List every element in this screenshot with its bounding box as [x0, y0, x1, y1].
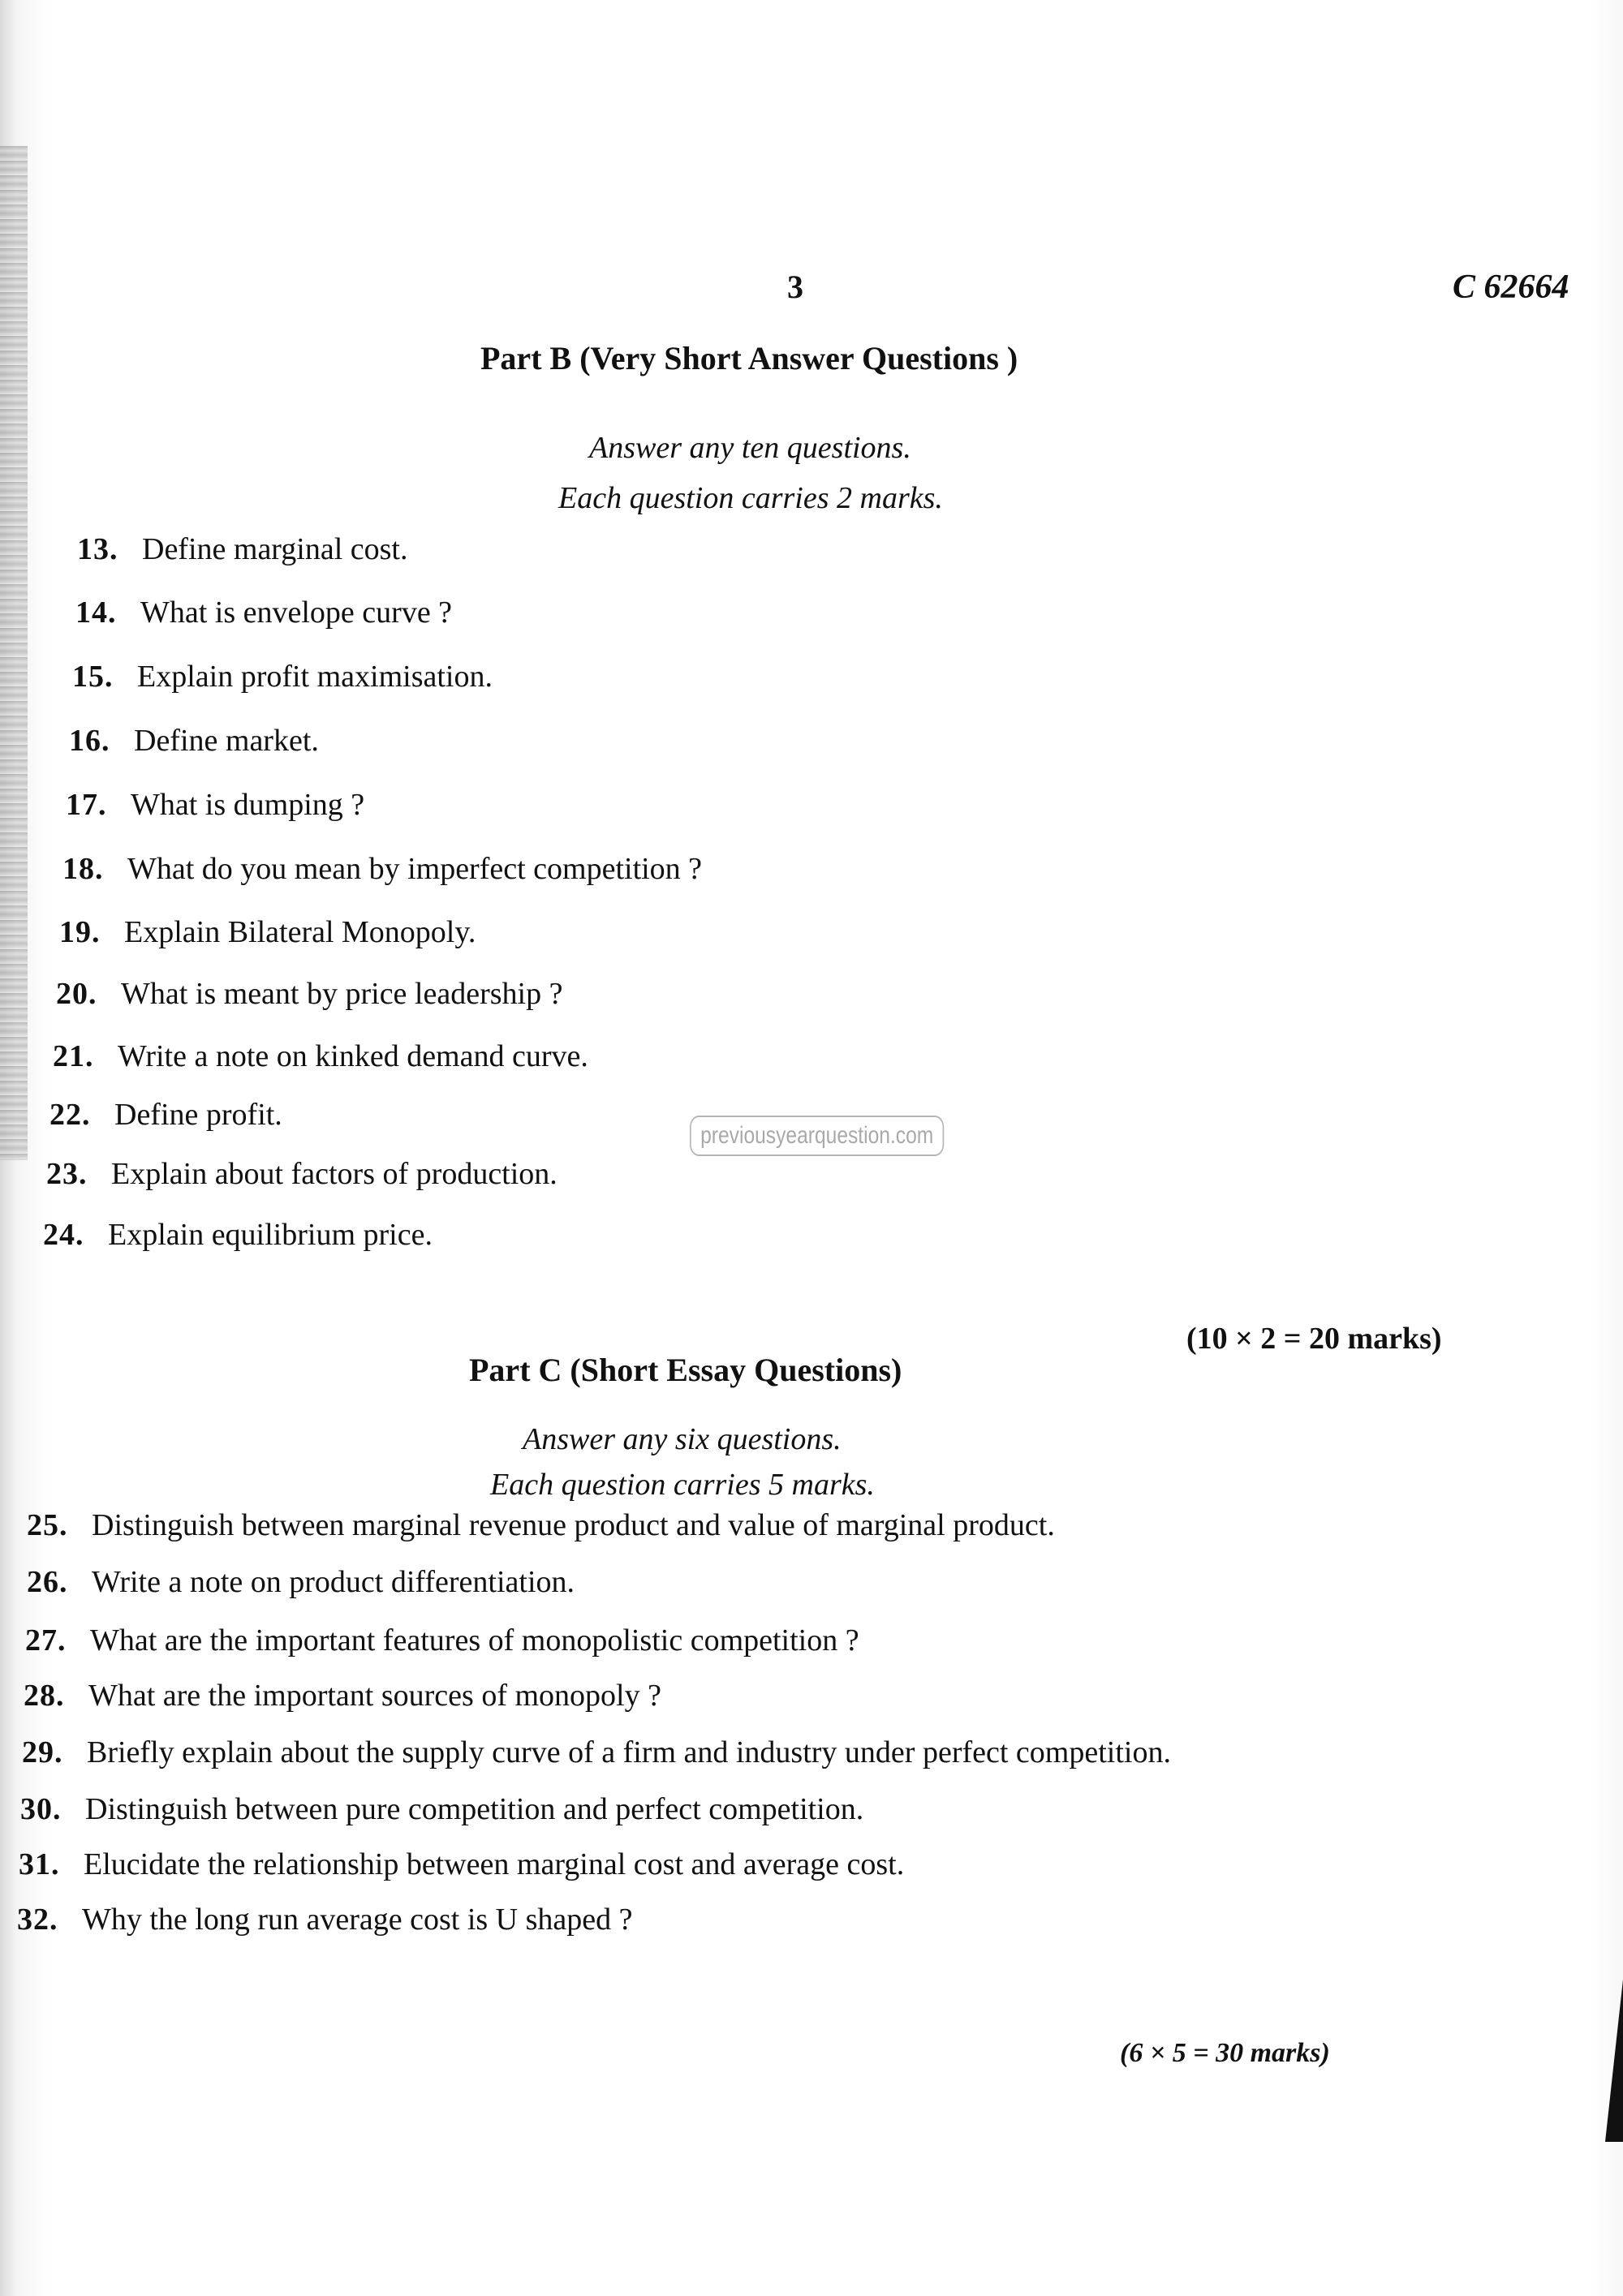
question-item	[75, 595, 452, 630]
question-number: 17.	[66, 788, 107, 822]
binding-edge	[0, 146, 28, 1160]
question-text: What is meant by price leadership ?	[121, 977, 563, 1011]
question-item	[72, 659, 493, 694]
question-number: 15.	[72, 660, 114, 694]
question-text: Define marginal cost.	[142, 532, 408, 566]
question-number: 13.	[77, 532, 118, 566]
question-text: Define market.	[134, 724, 319, 758]
part-b-instruction-2: Each question carries 2 marks.	[558, 481, 943, 515]
part-b-instruction-1: Answer any ten questions.	[589, 431, 911, 465]
question-item	[62, 851, 702, 887]
question-text: Briefly explain about the supply curve of a firm and industry under perfect competition.	[87, 1735, 1171, 1769]
part-c-instruction-2: Each question carries 5 marks.	[490, 1468, 875, 1502]
question-number: 22.	[50, 1098, 91, 1132]
question-number: 29.	[22, 1735, 63, 1769]
question-number: 16.	[69, 724, 110, 758]
question-item	[77, 531, 407, 567]
question-number: 32.	[17, 1903, 58, 1937]
page-number: 3	[787, 269, 803, 305]
question-number: 20.	[56, 977, 97, 1011]
page-corner-shadow	[1605, 1980, 1623, 2142]
question-item	[66, 787, 364, 823]
part-c-title: Part C (Short Essay Questions)	[469, 1352, 902, 1388]
part-c-instruction-1: Answer any six questions.	[523, 1422, 842, 1456]
part-b-marks: (10 × 2 = 20 marks)	[1186, 1322, 1442, 1356]
question-number: 19.	[59, 915, 101, 949]
question-text: Explain equilibrium price.	[108, 1218, 433, 1252]
question-number: 24.	[43, 1218, 84, 1252]
question-number: 21.	[53, 1039, 94, 1073]
question-text: Distinguish between pure competition and perfect competition.	[85, 1792, 864, 1826]
question-item	[59, 914, 476, 950]
question-text: What is envelope curve ?	[140, 595, 453, 630]
part-b-title: Part B (Very Short Answer Questions )	[480, 340, 1018, 376]
question-number: 30.	[20, 1792, 62, 1826]
question-text: What are the important features of monopolistic competition ?	[90, 1623, 859, 1658]
question-number: 18.	[62, 852, 104, 886]
question-text: What is dumping ?	[131, 788, 365, 822]
question-item	[17, 1902, 633, 1937]
question-text: Explain Bilateral Monopoly.	[124, 915, 476, 949]
question-text: Define profit.	[114, 1098, 282, 1132]
part-c-marks: (6 × 5 = 30 marks)	[1120, 2038, 1330, 2068]
question-item	[56, 976, 562, 1012]
question-number: 28.	[24, 1679, 65, 1713]
watermark: previousyearquestion.com	[690, 1116, 944, 1156]
question-item	[19, 1847, 904, 1882]
question-number: 25.	[27, 1508, 68, 1542]
question-item	[24, 1678, 661, 1713]
question-item	[27, 1564, 575, 1600]
question-text: Explain profit maximisation.	[137, 660, 493, 694]
question-text: What are the important sources of monopoly ?	[88, 1679, 661, 1713]
question-number: 27.	[25, 1623, 67, 1658]
question-text: Write a note on kinked demand curve.	[118, 1039, 588, 1073]
question-text: Elucidate the relationship between marginal cost and average cost.	[84, 1847, 905, 1881]
question-text: Distinguish between marginal revenue product and value of marginal product.	[92, 1508, 1055, 1542]
question-number: 14.	[75, 595, 117, 630]
question-item	[50, 1097, 282, 1133]
question-item	[25, 1623, 859, 1658]
question-number: 26.	[27, 1565, 68, 1599]
question-text: Why the long run average cost is U shaped ?	[82, 1903, 633, 1937]
question-item	[46, 1156, 558, 1192]
question-item	[20, 1791, 863, 1827]
question-text: Write a note on product differentiation.	[92, 1565, 575, 1599]
question-number: 31.	[19, 1847, 60, 1881]
question-item	[69, 723, 319, 759]
question-item	[43, 1217, 433, 1253]
question-text: Explain about factors of production.	[111, 1157, 558, 1191]
question-item	[27, 1507, 1055, 1543]
question-text: What do you mean by imperfect competition ?	[127, 852, 703, 886]
question-item	[53, 1038, 588, 1074]
paper-code: C 62664	[1453, 269, 1569, 306]
question-number: 23.	[46, 1157, 88, 1191]
question-item	[22, 1735, 1171, 1770]
